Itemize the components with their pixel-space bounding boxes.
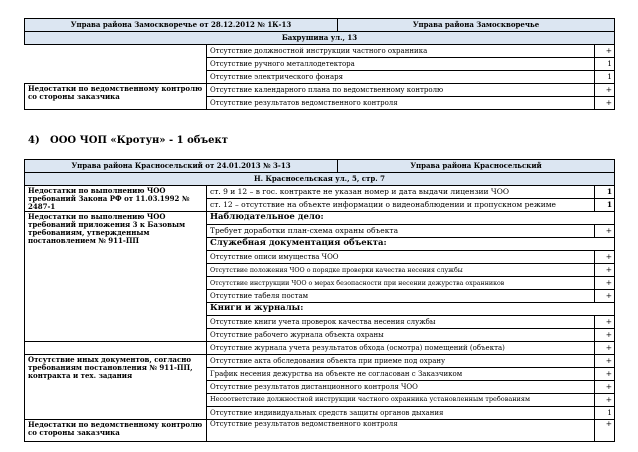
row-text: Отсутствие акта обследования объекта при приеме под охрану: [207, 355, 595, 368]
group-label: Недостатки по выполнению ЧОО требований приложения 3 к Базовым требованиям, утвержденным постановлением № 911-ПП: [25, 212, 207, 342]
empty-cell: [25, 45, 207, 84]
row-text: Отсутствие индивидуальных средств защиты органов дыхания: [207, 407, 595, 420]
row-value: +: [595, 84, 615, 97]
row-value: +: [595, 277, 615, 290]
subheading: Служебная документация объекта:: [207, 238, 615, 251]
table-row: [25, 212, 615, 225]
table-header: [25, 160, 615, 173]
row-value: +: [595, 97, 615, 110]
row-value: 1: [595, 407, 615, 420]
row-text: Отсутствие табеля постам: [207, 290, 595, 303]
table-krasnoselsky: [24, 159, 615, 442]
row-value: +: [595, 45, 615, 58]
row-value: +: [595, 355, 615, 368]
row-text: Отсутствие календарного плана по ведомственному контролю: [207, 84, 595, 97]
row-text: Отсутствие описи имущества ЧОО: [207, 251, 595, 264]
row-value: 1: [595, 71, 615, 84]
row-value: +: [595, 420, 615, 442]
row-text: Отсутствие журнала учета результатов обхода (осмотра) помещений (объекта): [207, 342, 595, 355]
group-label: Недостатки по ведомственному контролю со стороны заказчика: [25, 84, 207, 110]
section-heading: [28, 135, 228, 146]
table-row: [25, 45, 615, 58]
row-text: ст. 9 и 12 – в гос. контракте не указан номер и дата выдачи лицензии ЧОО: [207, 186, 595, 199]
row-text: Отсутствие инструкции ЧОО о мерах безопасности при несении дежурства охранников: [207, 277, 595, 290]
subheading: Книги и журналы:: [207, 303, 615, 316]
row-value: +: [595, 290, 615, 303]
subheading: Наблюдательное дело:: [207, 212, 615, 225]
section-title: ООО ЧОП «Кротун» - 1 объект: [50, 135, 228, 146]
row-value: 1: [595, 186, 615, 199]
row-text: Требует доработки план-схема охраны объекта: [207, 225, 595, 238]
row-value: +: [595, 342, 615, 355]
header-right: Управа района Замоскворечье: [338, 19, 615, 32]
address-row: [25, 173, 615, 186]
row-value: +: [595, 394, 615, 407]
header-right: Управа района Красносельский: [338, 160, 615, 173]
table-header: [25, 19, 615, 32]
row-text: ст. 12 – отсутствие на объекте информации о видеонаблюдении и пропускном режиме: [207, 199, 595, 212]
group-label: Недостатки по выполнению ЧОО требований Закона РФ от 11.03.1992 № 2487-1: [25, 186, 207, 212]
row-text: Отсутствие должностной инструкции частного охранника: [207, 45, 595, 58]
row-value: +: [595, 251, 615, 264]
table-zamoskvorechye: [24, 18, 615, 110]
header-left: Управа района Замоскворечье от 28.12.2012 № 1К-13: [25, 19, 338, 32]
row-text: Отсутствие результатов ведомственного контроля: [207, 97, 595, 110]
row-text: Несоответствие должностной инструкции частного охранника установленным требованиям: [207, 394, 595, 407]
address-row: [25, 32, 615, 45]
row-value: +: [595, 381, 615, 394]
row-value: 1: [595, 199, 615, 212]
row-text: Отсутствие рабочего журнала объекта охраны: [207, 329, 595, 342]
address: Бахрушина ул., 13: [25, 32, 615, 45]
table-row: [25, 186, 615, 199]
row-value: +: [595, 368, 615, 381]
row-value: +: [595, 264, 615, 277]
table-row: [25, 420, 615, 442]
row-text: Отсутствие положения ЧОО о порядке проверки качества несения службы: [207, 264, 595, 277]
row-text: Отсутствие ручного металлодетектора: [207, 58, 595, 71]
row-text: График несения дежурства на объекте не согласован с Заказчиком: [207, 368, 595, 381]
section-number: 4): [28, 135, 40, 146]
group-label: Недостатки по ведомственному контролю со стороны заказчика: [25, 420, 207, 442]
row-value: +: [595, 316, 615, 329]
row-text: Отсутствие электрического фонаря: [207, 71, 595, 84]
address: Н. Красносельская ул., 5, стр. 7: [25, 173, 615, 186]
header-left: Управа района Красносельский от 24.01.2013 № 3-13: [25, 160, 338, 173]
row-value: +: [595, 329, 615, 342]
table-row: [25, 342, 615, 355]
group-label: Отсутствие иных документов, согласно требованиям постановления № 911-ПП, контракта и тех. задания: [25, 355, 207, 420]
row-text: Отсутствие книги учета проверок качества несения службы: [207, 316, 595, 329]
row-text: Отсутствие результатов ведомственного контроля: [207, 420, 595, 442]
table-row: [25, 355, 615, 368]
row-text: Отсутствие результатов дистанционного контроля ЧОО: [207, 381, 595, 394]
table-row: [25, 84, 615, 97]
row-value: +: [595, 225, 615, 238]
row-value: 1: [595, 58, 615, 71]
